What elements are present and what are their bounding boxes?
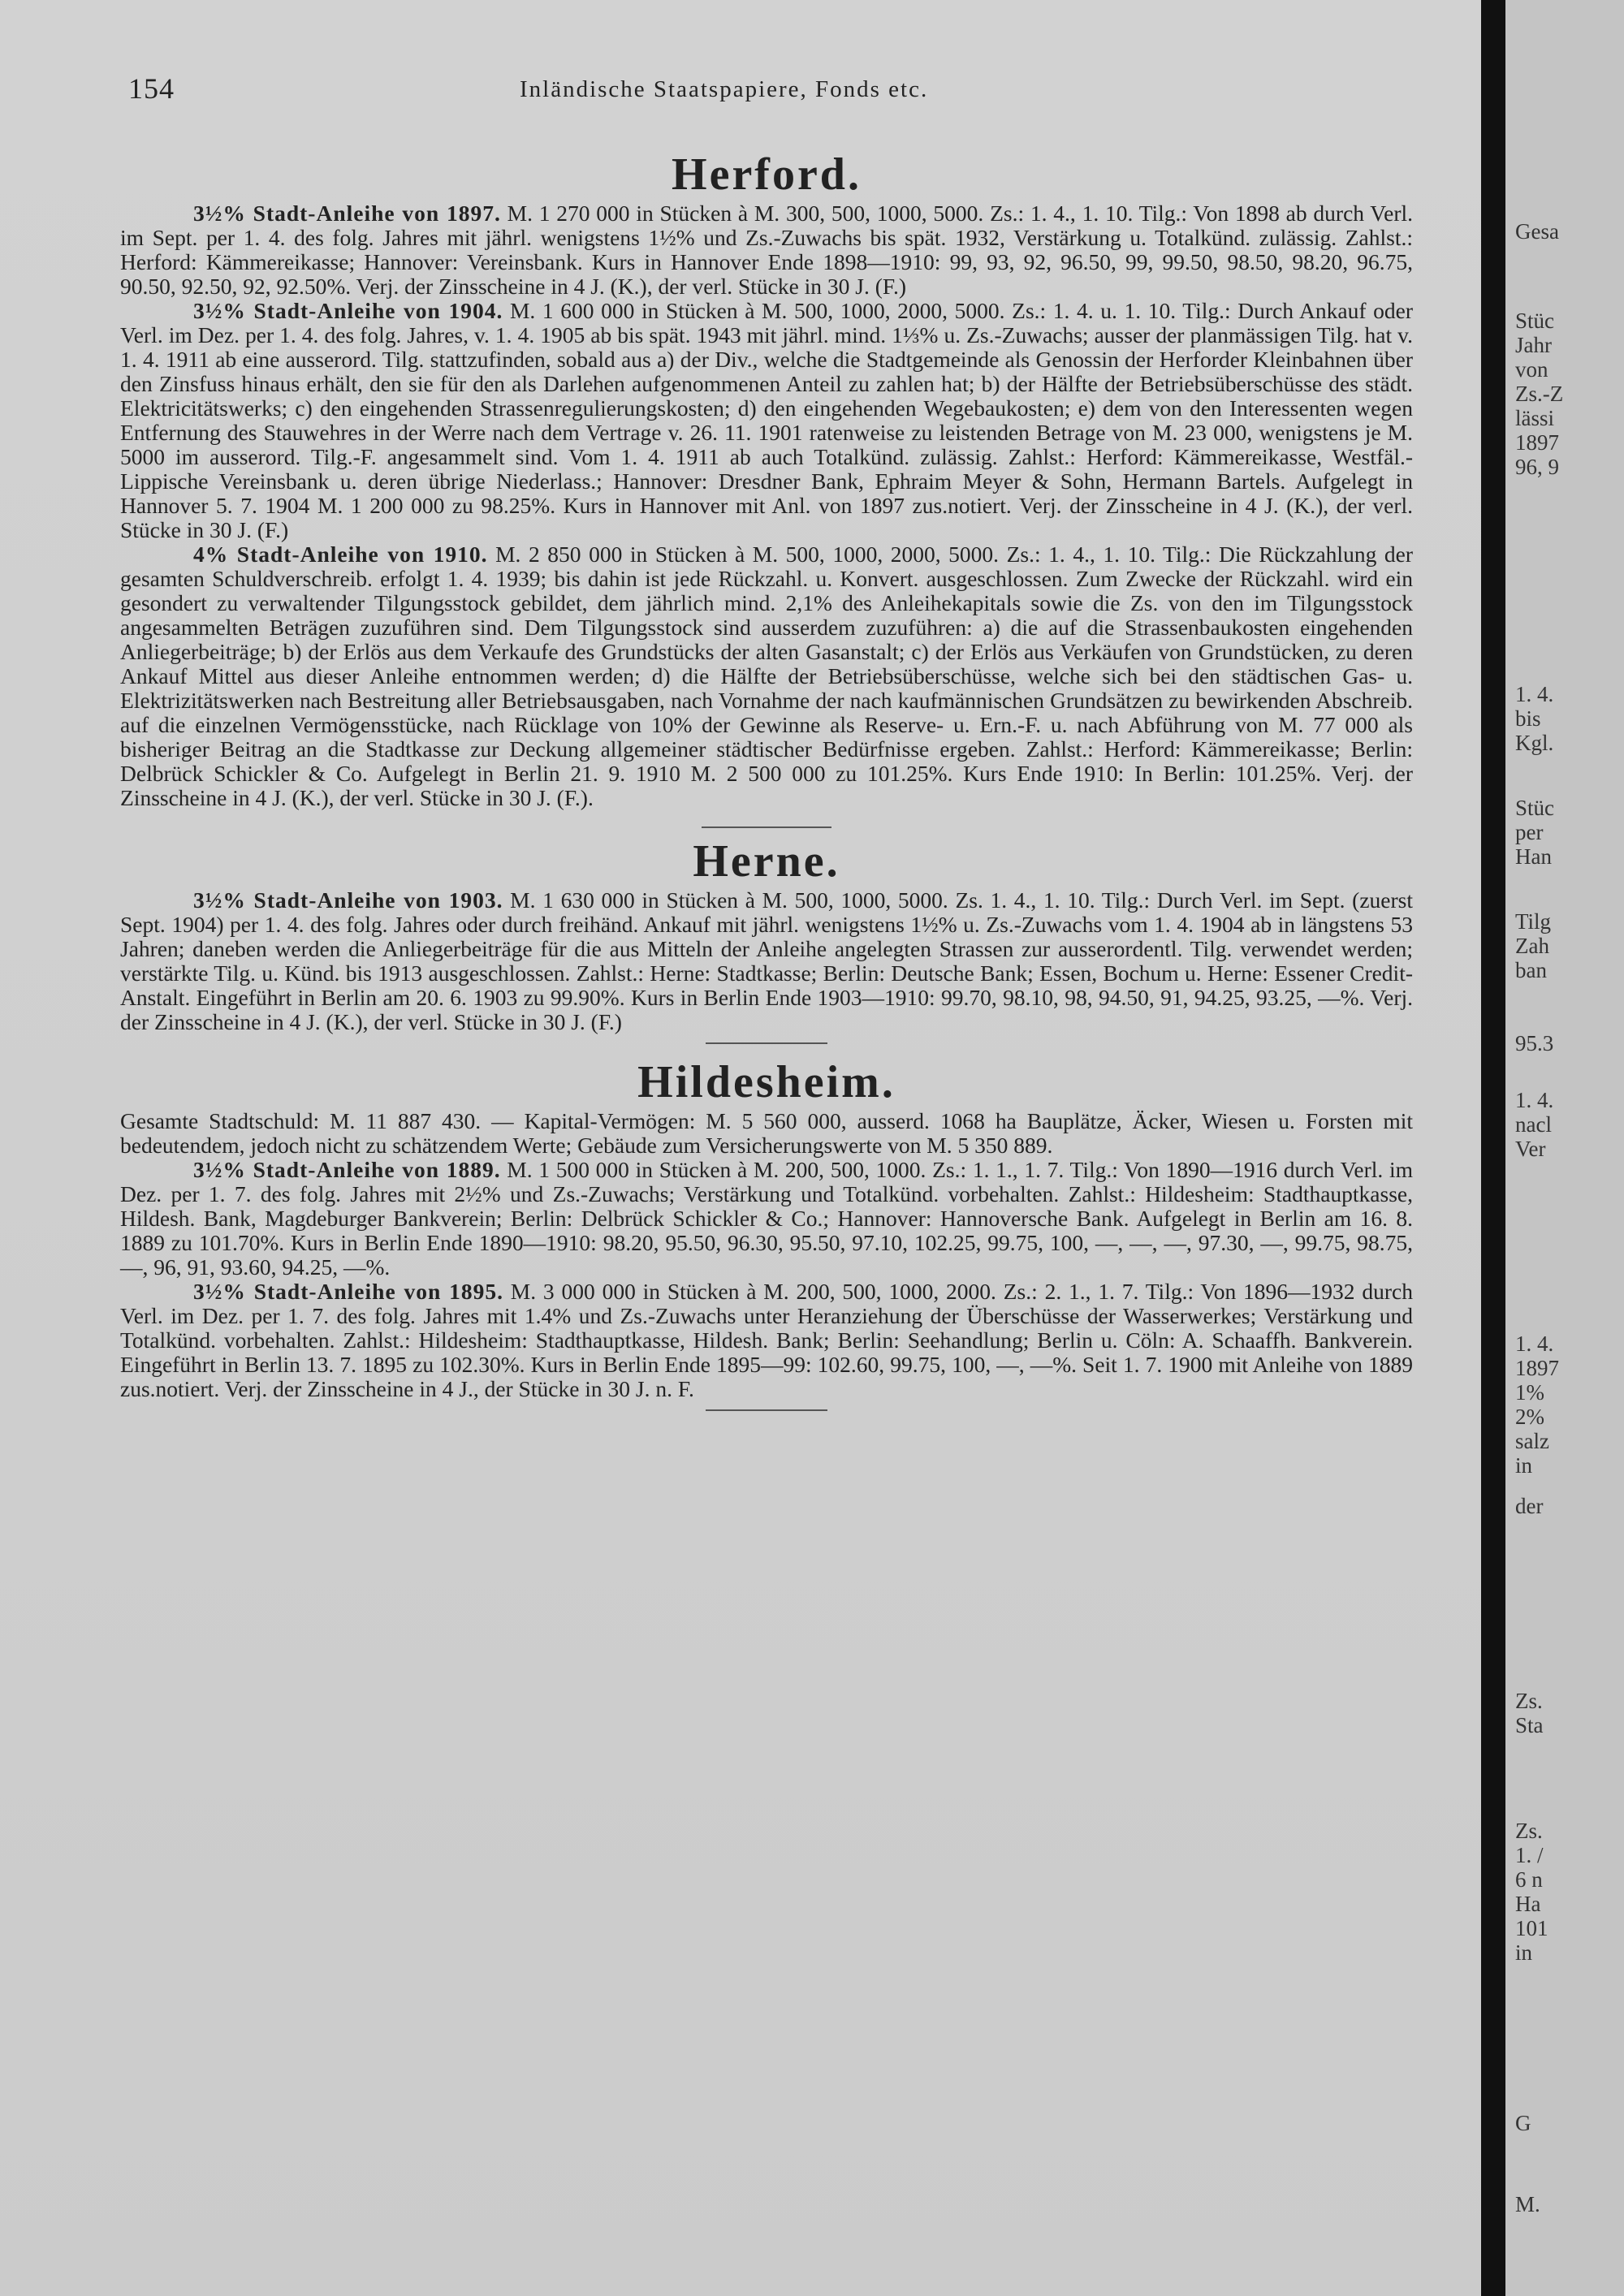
adjacent-page-text-fragment: Han [1515, 844, 1552, 869]
running-title: Inländische Staatspapiere, Fonds etc. [520, 76, 929, 102]
adjacent-page-text-fragment: G [1515, 2111, 1531, 2135]
adjacent-page-text-fragment: salz [1515, 1429, 1549, 1453]
adjacent-page-text-fragment: 6 n [1515, 1867, 1543, 1892]
bond-entry [120, 1280, 1413, 1401]
section-divider [706, 1409, 827, 1411]
bond-text: M. 1 270 000 in Stücken à M. 300, 500, 1000, 5000. Zs.: 1. 4., 1. 10. Tilg.: Von 1898 ab durch Verl. im Sept. per 1. 4. des folg. Jahres mit jährl. wenigstens 1½% und Zs.-Zuwachs bis spät. 1932, Verstärkung u. Totalkünd. zulässig. Zahlst.: Herford: Kämmereikasse; Hannover: Vereinsbank. Kurs in Hannover Ende 1898—1910: 99, 93, 92, 96.50, 99, 99.50, 98.50, 98.20, 96.75, 90.50, 92.50, 92, 92.50%. Verj. der Zinsscheine in 4 J. (K.), der verl. Stücke in 30 J. (F.) [120, 201, 1413, 299]
adjacent-page-text-fragment: 1. 4. [1515, 1331, 1554, 1356]
adjacent-page-text-fragment: Zs. [1515, 1689, 1543, 1713]
adjacent-page-text-fragment: nacl [1515, 1112, 1552, 1137]
bond-heading: 3½% Stadt-Anleihe von 1895. [193, 1279, 503, 1304]
adjacent-page-text-fragment: Ha [1515, 1892, 1541, 1916]
adjacent-page-text-fragment: Sta [1515, 1713, 1544, 1737]
adjacent-page-text-fragment: 101 [1515, 1916, 1548, 1940]
adjacent-page-text-fragment: Tilg [1515, 909, 1552, 934]
adjacent-page-text-fragment: 2% [1515, 1405, 1544, 1429]
adjacent-page-text-fragment: M. [1515, 2192, 1540, 2216]
section-title: Herford. [672, 149, 862, 200]
book-gutter [1481, 0, 1505, 2296]
city-debt-summary: Gesamte Stadtschuld: M. 11 887 430. — Kapital-Vermögen: M. 5 560 000, ausserd. 1068 ha Bauplätze, Äcker, Wiesen u. Forsten mit bedeutendem, jedoch nicht zu schätzendem Werte; Gebäude zum Versicherungswerte von M. 5 350 889. [120, 1108, 1413, 1158]
page-number: 154 [128, 72, 175, 105]
section-divider [706, 1042, 827, 1044]
section-herford [120, 148, 1413, 810]
bond-entry [120, 299, 1413, 542]
bond-heading: 3½% Stadt-Anleihe von 1903. [193, 887, 503, 913]
adjacent-page-text-fragment: 1% [1515, 1380, 1544, 1405]
section-herne [120, 835, 1413, 1034]
adjacent-page-text-fragment: Ver [1515, 1137, 1546, 1161]
section-title: Herne. [693, 836, 840, 887]
adjacent-page-text-fragment: in [1515, 1940, 1533, 1965]
bond-text: M. 3 000 000 in Stücken à M. 200, 500, 1000, 2000. Zs.: 2. 1., 1. 7. Tilg.: Von 1896—1932 durch Verl. im Dez. per 1. 7. des folg. Jahres mit 1.4% und Zs.-Zuwachs unter Heranziehung der Überschüsse der Wasserwerkes; Verstärkung und Totalkünd. vorbehalten. Zahlst.: Hildesheim: Stadthauptkasse, Hildesh. Bank; Berlin: Seehandlung; Berlin u. Cöln: A. Schaaffh. Bankverein. Eingeführt in Berlin 13. 7. 1895 zu 102.30%. Kurs in Berlin Ende 1895—99: 102.60, 99.75, 100, —, —%. Seit 1. 7. 1900 mit Anleihe von 1889 zus.notiert. Verj. der Zinsscheine in 4 J., der Stücke in 30 J. n. F. [120, 1279, 1413, 1401]
adjacent-page-text-fragment: 1897 [1515, 1356, 1559, 1380]
adjacent-page-text-fragment: Gesa [1515, 219, 1559, 244]
page-header [0, 71, 1484, 107]
bond-entry [120, 888, 1413, 1034]
bond-entry [120, 542, 1413, 810]
adjacent-page-text-fragment: der [1515, 1494, 1544, 1518]
bond-text: M. 2 850 000 in Stücken à M. 500, 1000, 2000, 5000. Zs.: 1. 4., 1. 10. Tilg.: Die Rückzahlung der gesamten Schuldverschreib. erfolgt 1. 4. 1939; bis dahin ist jede Rückzahl. u. Konvert. ausgeschlossen. Zum Zwecke der Rückzahl. wird ein gesondert zu verwaltender Tilgungsstock gebildet, dem jährlich mind. 2,1% des Anleihekapitals sowie die Zs. von den im Tilgungsstock angesammelten Beträgen zuzuführen sind. Dem Tilgungsstock sind ausserdem zuzuführen: a) die auf die Strassenbaukosten eingehenden Anliegerbeiträge; b) der Erlös aus dem Verkaufe des Grundstücks der alten Gasanstalt; c) der Erlös aus Verkäufen von Grundstücken, zu deren Ankauf Mittel aus dieser Anleihe entnommen werden; d) die Hälfte der Betriebsüberschüsse, welche sich bei den städtischen Gas- u. Elektrizitätswerken nach Bestreitung aller Betriebsausgaben, nach Vornahme der nach kaufmännischen Grundsätzen zu bewirkenden Abschreib. auf die einzelnen Vermögensstücke, nach Rücklage von 10% der Gewinne als Reserve- u. Ern.-F. u. nach Abführung von M. 77 000 als bisheriger Beitrag an die Stadtkasse zur Deckung allgemeiner städtischer Bedürfnisse ergeben. Zahlst.: Herford: Kämmereikasse; Berlin: Delbrück Schickler & Co. Aufgelegt in Berlin 21. 9. 1910 M. 2 500 000 zu 101.25%. Kurs Ende 1910: In Berlin: 101.25%. Verj. der Zinsscheine in 4 J. (K.), der verl. Stücke in 30 J. (F.). [120, 542, 1413, 810]
adjacent-page-text-fragment: Zah [1515, 934, 1549, 958]
page-content [120, 148, 1413, 1422]
adjacent-page-text-fragment: 96, 9 [1515, 455, 1559, 479]
bond-text: M. 1 600 000 in Stücken à M. 500, 1000, 2000, 5000. Zs.: 1. 4. u. 1. 10. Tilg.: Durch Ankauf oder Verl. im Dez. per 1. 4. des folg. Jahres, v. 1. 4. 1905 ab bis spät. 1943 mit jährl. mind. 1⅓% u. Zs.-Zuwachs; ausser der planmässigen Tilg. hat v. 1. 4. 1911 ab eine ausserord. Tilg. stattzufinden, sobald aus a) der Div., welche die Stadtgemeinde als Genossin der Herforder Kleinbahnen über den Zinsfuss hinaus erhält, den sie für den als Darlehen aufgenommenen Anteil zu zahlen hat; b) der Hälfte der Betriebsüberschüsse des städt. Elektricitätswerks; c) den eingehenden Strassenregulierungskosten; d) den eingehenden Wegebaukosten; e) dem von den Interessenten wegen Entfernung des Stauwehres in der Werre nach dem Vertrage v. 26. 11. 1901 ratenweise zu leistenden Betrage von M. 23 000, wenigstens je M. 5000 im ausserord. Tilg.-F. angesammelt sind. Vom 1. 4. 1911 ab auch Totalkünd. zulässig. Zahlst.: Herford: Kämmereikasse, Westfäl.-Lippische Vereinsbank u. deren übrige Niederlass.; Hannover: Dresdner Bank, Ephraim Meyer & Sohn, Hermann Bartels. Aufgelegt in Hannover 5. 7. 1904 M. 1 200 000 zu 98.25%. Kurs in Hannover mit Anl. von 1897 zus.notiert. Verj. der Zinsscheine in 4 J. (K.), der verl. Stücke in 30 J. (F.) [120, 298, 1413, 542]
bond-heading: 4% Stadt-Anleihe von 1910. [193, 542, 488, 567]
adjacent-page-text-fragment: bis [1515, 706, 1541, 731]
adjacent-page-text-fragment: 1. 4. [1515, 682, 1554, 706]
bond-entry [120, 1158, 1413, 1280]
adjacent-page-text-fragment: Stüc [1515, 796, 1555, 820]
adjacent-page-text-fragment: Zs. [1515, 1819, 1543, 1843]
section-divider [702, 826, 831, 828]
bond-text: M. 1 630 000 in Stücken à M. 500, 1000, 5000. Zs. 1. 4., 1. 10. Tilg.: Durch Verl. im Sept. (zuerst Sept. 1904) per 1. 4. des folg. Jahres oder durch freihänd. Ankauf mit jährl. wenigstens 1½% u. Zs.-Zuwachs vom 1. 4. 1904 ab in längstens 53 Jahren; daneben werden die Anliegerbeiträge für die aus Mitteln der Anleihe angelegten Strassen zur ausserordentl. Tilg. verwendet werden; verstärkte Tilg. u. Künd. bis 1913 ausgeschlossen. Zahlst.: Herne: Stadtkasse; Berlin: Deutsche Bank; Essen, Bochum u. Herne: Essener Credit-Anstalt. Eingeführt in Berlin am 20. 6. 1903 zu 99.90%. Kurs in Berlin Ende 1903—1910: 99.70, 98.10, 98, 94.50, 91, 94.25, 93.25, —%. Verj. der Zinsscheine in 4 J. (K.), der verl. Stücke in 30 J. (F.) [120, 887, 1414, 1034]
adjacent-page-edge [1505, 0, 1624, 2296]
bond-entry [120, 201, 1413, 299]
bond-heading: 3½% Stadt-Anleihe von 1897. [193, 201, 501, 226]
bond-heading: 3½% Stadt-Anleihe von 1889. [193, 1157, 501, 1182]
adjacent-page-text-fragment: Stüc [1515, 309, 1555, 333]
adjacent-page-text-fragment: 1897 [1515, 430, 1559, 455]
adjacent-page-text-fragment: 1. / [1515, 1843, 1544, 1867]
adjacent-page-text-fragment: 95.3 [1515, 1031, 1554, 1055]
adjacent-page-text-fragment: Jahr [1515, 333, 1552, 357]
adjacent-page-text-fragment: Zs.-Z [1515, 382, 1564, 406]
adjacent-page-text-fragment: ban [1515, 958, 1547, 982]
adjacent-page-text-fragment: lässi [1515, 406, 1555, 430]
bond-heading: 3½% Stadt-Anleihe von 1904. [193, 298, 503, 323]
section-hildesheim [120, 1055, 1413, 1401]
adjacent-page-text-fragment: Kgl. [1515, 731, 1554, 755]
adjacent-page-text-fragment: in [1515, 1453, 1533, 1478]
bond-text: M. 1 500 000 in Stücken à M. 200, 500, 1000. Zs.: 1. 1., 1. 7. Tilg.: Von 1890—1916 durch Verl. im Dez. per 1. 7. des folg. Jahres mit 2½% und Zs.-Zuwachs; Verstärkung und Totalkünd. vorbehalten. Zahlst.: Hildesheim: Stadthauptkasse, Hildesh. Bank, Magdeburger Bankverein; Berlin: Delbrück Schickler & Co.; Hannover: Hannoversche Bank. Aufgelegt in Berlin am 16. 8. 1889 zu 101.70%. Kurs in Berlin Ende 1890—1910: 98.20, 95.50, 96.30, 95.50, 97.10, 102.25, 99.75, 100, —, —, —, 97.30, —, 99.75, 98.75, —, 96, 91, 93.60, 94.25, —%. [120, 1157, 1413, 1280]
section-title: Hildesheim. [637, 1057, 896, 1107]
adjacent-page-text-fragment: von [1515, 357, 1548, 382]
adjacent-page-text-fragment: 1. 4. [1515, 1088, 1554, 1112]
adjacent-page-text-fragment: per [1515, 820, 1544, 844]
